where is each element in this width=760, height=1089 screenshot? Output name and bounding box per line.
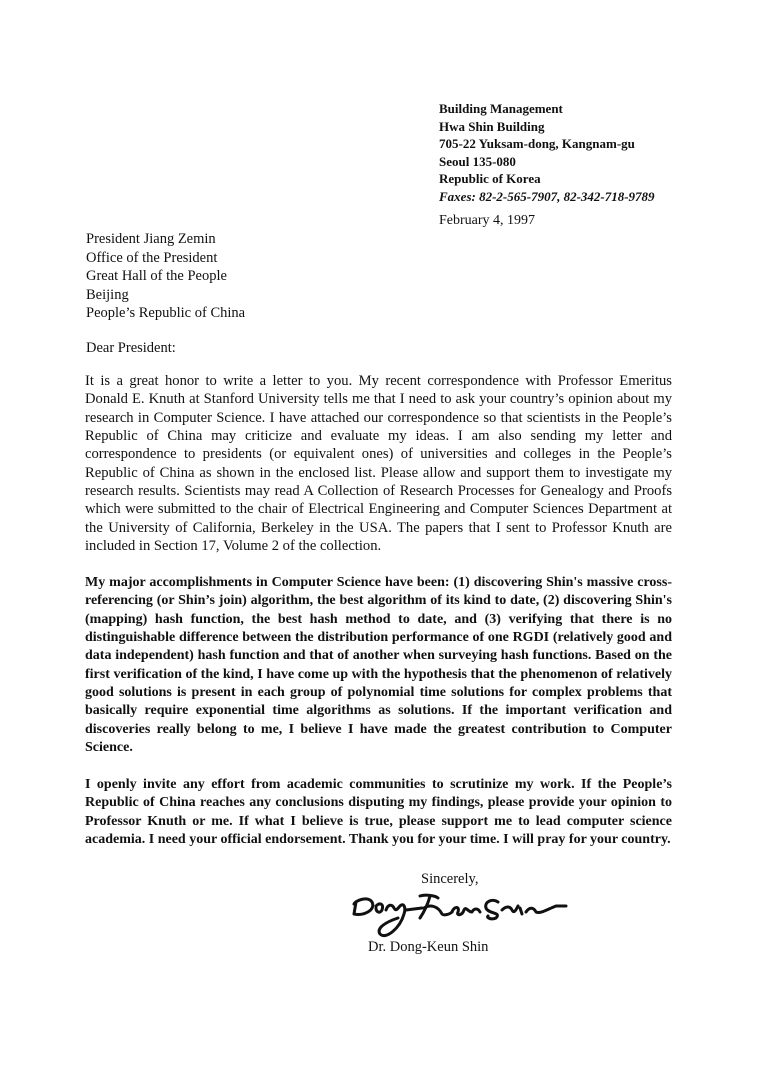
recipient-address [86,230,245,323]
recipient-line-3: Great Hall of the People [86,268,227,284]
recipient-line-4: Beijing [86,286,129,303]
paragraph-1: It is a great honor to write a letter to you. My recent correspondence with Professor Emeritus Donald E. Knuth at Stanford University tells me that I need to ask your country’s opinion about my research in Computer Science. I have attached our correspondence so that scientists in the People’s Republic of China may criticize and evaluate my ideas. I am also sending my letter and correspondence to presidents (or equivalent ones) of universities and colleges in the People’s Republic of China as shown in the enclosed list. Please allow and support them to investigate my research results. Scientists may read A Collection of Research Processes for Genealogy and Proofs which were submitted to the chair of Electrical Engineering and Computer Sciences Department at the University of California, Berkeley in the USA. The papers that I sent to Professor Knuth are included in Section 17, Volume 2 of the collection. [85,373,672,555]
letter-date: February 4, 1997 [439,213,536,228]
recipient-line-2: Office of the President [86,249,218,266]
sender-line-2: Hwa Shin Building [439,118,545,134]
recipient-line-1: President Jiang Zemin [86,231,216,247]
sender-line-1: Building Management [439,101,563,116]
letter-body [85,372,672,868]
sender-line-4: Seoul 135-080 [439,153,516,169]
signer-name: Dr. Dong-Keun Shin [368,939,489,955]
sender-fax: Faxes: 82-2-565-7907, 82-342-718-9789 [439,188,655,204]
salutation: Dear President: [86,340,176,356]
paragraph-3: I openly invite any effort from academic communities to scrutinize my work. If the People’s Republic of China reaches any conclusions disputing my findings, please provide your opinion to Professor Knuth or me. If what I believe is true, please support me to lead computer science academia. I need your official endorsement. Thank you for your time. I will pray for your country. [85,776,672,847]
paragraph-2: My major accomplishments in Computer Science have been: (1) discovering Shin's massive cross-referencing (or Shin’s join) algorithm, the best algorithm of its kind to date, (2) discovering Shin's (mapping) hash function, the best hash method to date, and (3) verifying that there is no distinguishable difference between the distribution performance of one RGDI (relatively good and data independent) hash function and that of another when surveying hash functions. Based on the first verification of the kind, I have come up with the hypothesis that the phenomenon of relatively good solutions is present in each group of polynomial time solutions for complex problems that basically require exponential time algorithms as solutions. If the important verification and discoveries really belong to me, I believe I have made the greatest contribution to Computer Science. [85,574,672,756]
recipient-line-5: People’s Republic of China [86,305,246,321]
closing: Sincerely, [421,871,479,887]
sender-address [439,100,655,205]
sender-line-3: 705-22 Yuksam-dong, Kangnam-gu [439,136,635,151]
sender-line-5: Republic of Korea [439,171,541,186]
